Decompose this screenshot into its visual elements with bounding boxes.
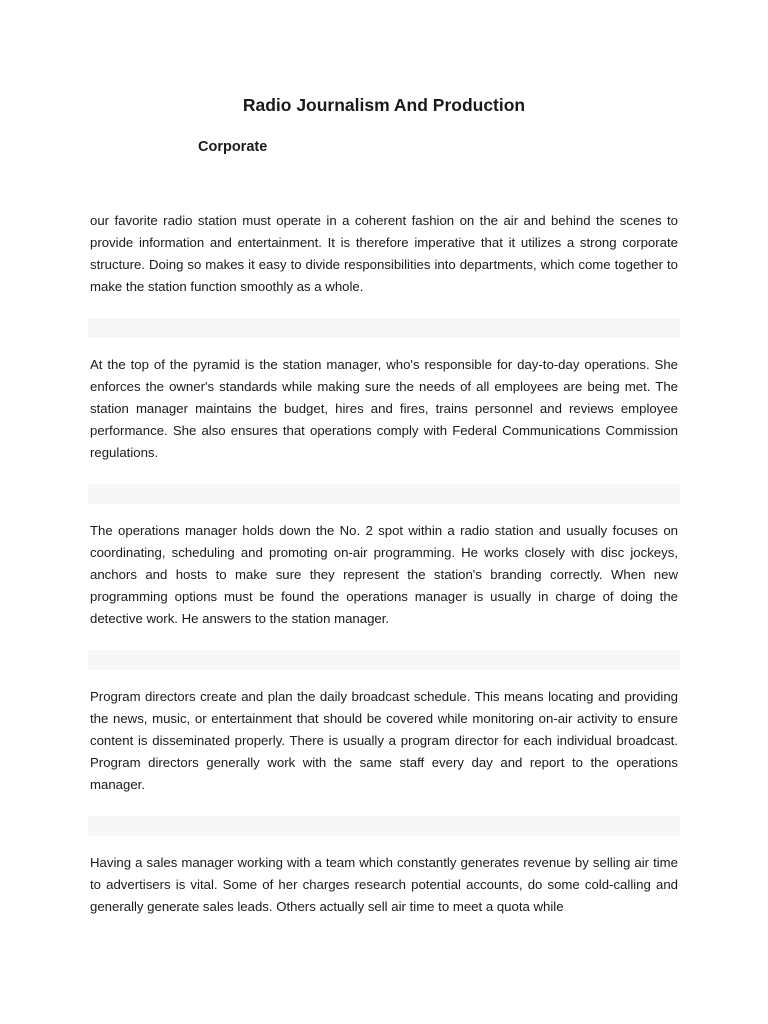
paragraph-operations-manager: The operations manager holds down the No. 2 spot within a radio station and usually focuses on coordinating, scheduling and promoting on-air programming. He works closely with disc jockeys, anchors and hosts to make sure they represent the station's branding correctly. When new programming options must be found the operations manager is usually in charge of doing the detective work. He answers to the station manager. xyxy=(90,523,678,626)
document-title: Radio Journalism And Production xyxy=(242,95,526,115)
paragraph-separator xyxy=(88,484,680,504)
paragraph-intro: our favorite radio station must operate in a coherent fashion on the air and behind the scenes to provide information and entertainment. It is therefore imperative that it utilizes a strong corporate structure. Doing so makes it easy to divide responsibilities into departments, which come together to make the station function smoothly as a whole. xyxy=(90,213,678,294)
paragraph-sales-manager: Having a sales manager working with a team which constantly generates revenue by selling air time to advertisers is vital. Some of her charges research potential accounts, do some cold-calling and generally generate sales leads. Others actually sell air time to meet a quota while xyxy=(90,855,678,914)
paragraph-separator xyxy=(88,650,680,670)
paragraph-separator xyxy=(88,816,680,836)
section-heading: Corporate xyxy=(198,139,268,155)
paragraph-program-directors: Program directors create and plan the daily broadcast schedule. This means locating and providing the news, music, or entertainment that should be covered while monitoring on-air activity to ensure content is disseminated properly. There is usually a program director for each individual broadcast. Program directors generally work with the same staff every day and report to the operations manager. xyxy=(90,689,678,792)
paragraph-separator xyxy=(88,318,680,338)
paragraph-station-manager: At the top of the pyramid is the station manager, who's responsible for day-to-day operations. She enforces the owner's standards while making sure the needs of all employees are being met. The station manager maintains the budget, hires and fires, trains personnel and reviews employee performance. She also ensures that operations comply with Federal Communications Commission regulations. xyxy=(90,357,678,460)
